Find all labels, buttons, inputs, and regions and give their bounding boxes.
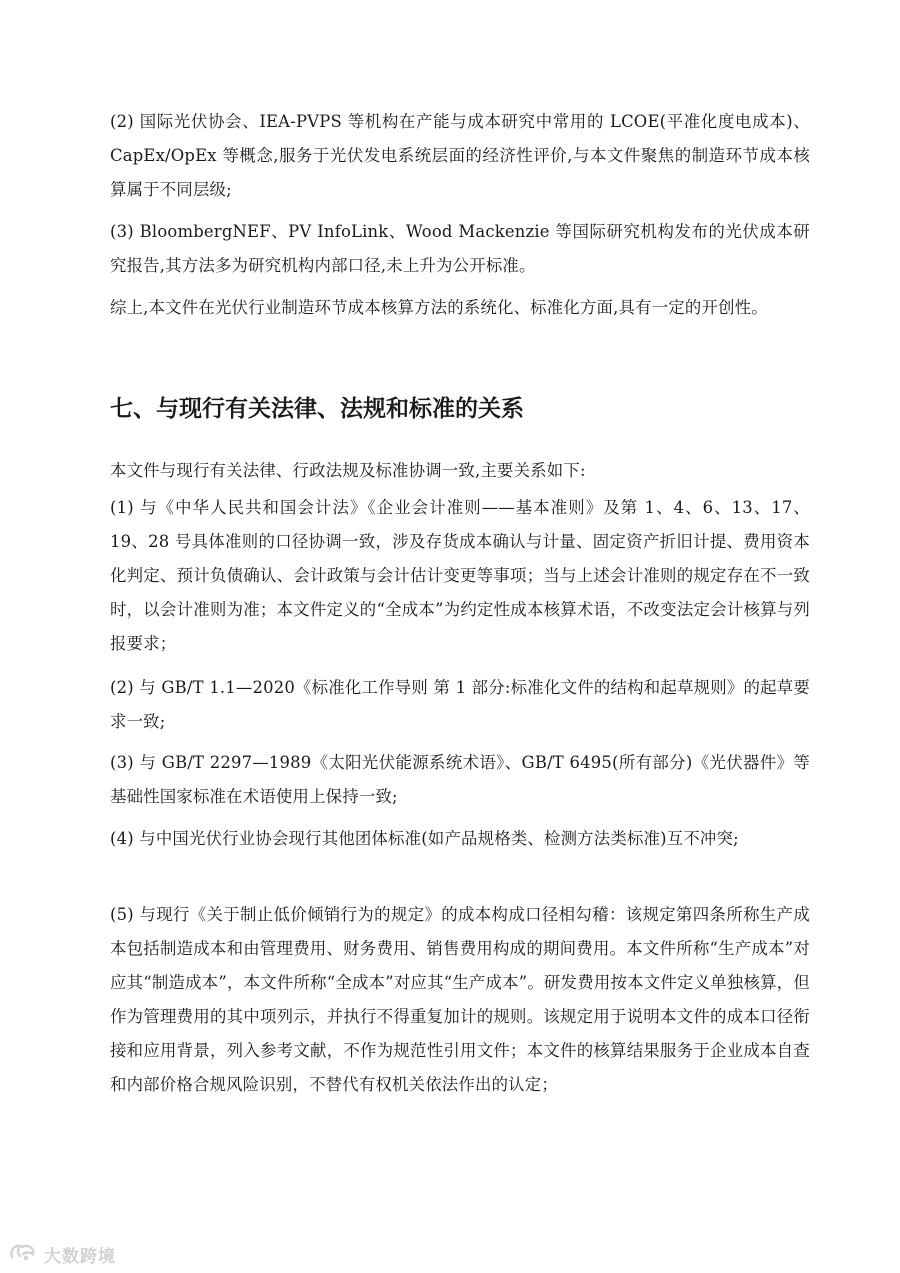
list-item-cpia-standards: (4) 与中国光伏行业协会现行其他团体标准(如产品规格类、检测方法类标准)互不冲突; [110, 829, 739, 848]
brand-logo-icon [8, 1241, 38, 1267]
paragraph-summary: 综上,本文件在光伏行业制造环节成本核算方法的系统化、标准化方面,具有一定的开创性。 [110, 298, 768, 317]
list-item-dumping-regulation: (5) 与现行《关于制止低价倾销行为的规定》的成本构成口径相勾稽：该规定第四条所称生产成本包括制造成本和由管理费用、财务费用、销售费用构成的期间费用。本文件所称“生产成本”对应其“制造成本”，本文件所称“全成本”对应其“生产成本”。研发费用按本文件定义单独核算，但作为管理费用的其中项列示，并执行不得重复加计的规则。该规定用于说明本文件的成本口径衔接和应用背景，列入参考文献，不作为规范性引用文件；本文件的核算结果服务于企业成本自查和内部价格合规风险识别，不替代有权机关依法作出的认定； [110, 905, 810, 1094]
list-item-gbt-2297: (3) 与 GB/T 2297—1989《太阳光伏能源系统术语》、GB/T 6495(所有部分)《光伏器件》等基础性国家标准在术语使用上保持一致; [110, 753, 810, 806]
list-item-gbt-1-1: (2) 与 GB/T 1.1—2020《标准化工作导则 第 1 部分:标准化文件的结构和起草规则》的起草要求一致; [110, 678, 810, 731]
paragraph-iea-pvps: (2) 国际光伏协会、IEA-PVPS 等机构在产能与成本研究中常用的 LCOE(平准化度电成本)、CapEx/OpEx 等概念,服务于光伏发电系统层面的经济性评价,与本文件聚焦的制造环节成本核算属于不同层级; [110, 112, 810, 199]
watermark [8, 1241, 116, 1267]
watermark-text: 大数跨境 [44, 1246, 116, 1267]
section-heading: 七、与现行有关法律、法规和标准的关系 [110, 396, 524, 422]
section-intro: 本文件与现行有关法律、行政法规及标准协调一致,主要关系如下: [110, 461, 586, 480]
paragraph-bnef: (3) BloombergNEF、PV InfoLink、Wood Mackenzie 等国际研究机构发布的光伏成本研究报告,其方法多为研究机构内部口径,未上升为公开标准。 [110, 222, 810, 275]
list-item-accounting-law: (1) 与《中华人民共和国会计法》《企业会计准则——基本准则》及第 1、4、6、13、17、19、28 号具体准则的口径协调一致，涉及存货成本确认与计量、固定资产折旧计提、费用资本化判定、预计负债确认、会计政策与会计估计变更等事项；当与上述会计准则的规定存在不一致时，以会计准则为准；本文件定义的“全成本”为约定性成本核算术语，不改变法定会计核算与列报要求； [110, 498, 810, 653]
